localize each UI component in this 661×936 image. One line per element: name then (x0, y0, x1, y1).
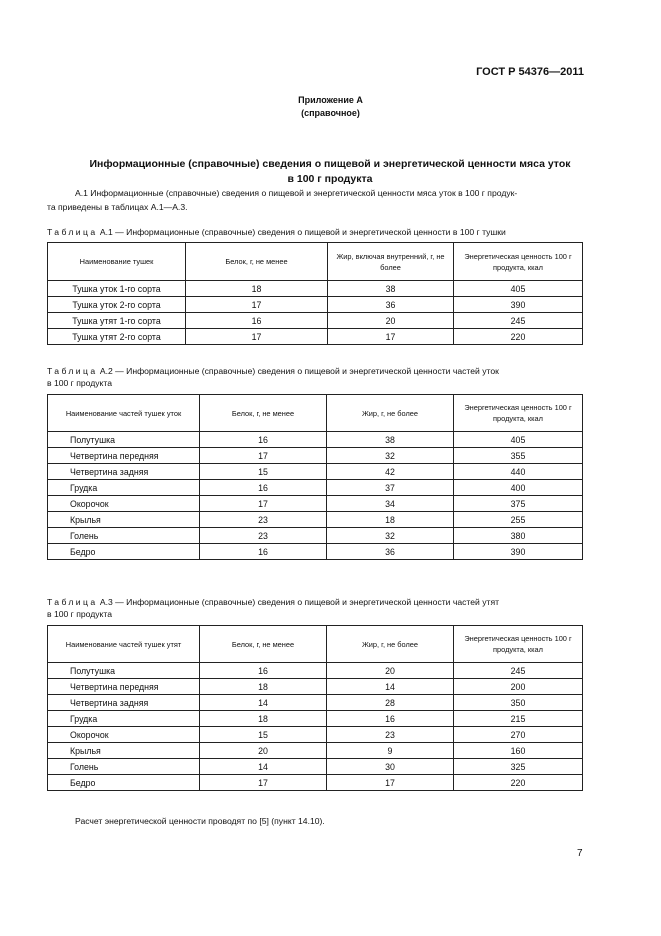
table-row (48, 759, 583, 775)
table2-cell-energy: 400 (454, 480, 583, 496)
table3-cell-protein: 15 (200, 727, 327, 743)
appendix-title: Приложение А (298, 95, 363, 105)
table2-cell-name: Окорочок (48, 496, 200, 512)
intro-line2: та приведены в таблицах А.1—А.3. (47, 202, 188, 212)
table2-header-protein: Белок, г, не менее (200, 395, 327, 432)
table3-header-energy: Энергетическая ценность 100 г продукта, ккал (454, 626, 583, 663)
table3-cell-fat: 23 (327, 727, 454, 743)
table1-cell-name: Тушка уток 1-го сорта (48, 281, 186, 297)
table2-cell-fat: 32 (327, 528, 454, 544)
table3-cell-energy: 245 (454, 663, 583, 679)
table-row (48, 313, 583, 329)
table3-cell-name: Грудка (48, 711, 200, 727)
table1-header-name: Наименование тушек (48, 243, 186, 281)
table3-cell-protein: 18 (200, 679, 327, 695)
table1-cell-energy: 245 (454, 313, 583, 329)
table-row (48, 679, 583, 695)
table3-caption-text: А.3 — Информационные (справочные) сведения о пищевой и энергетической ценности частей утят (99, 597, 500, 607)
table3-cell-fat: 9 (327, 743, 454, 759)
table1-cell-protein: 16 (186, 313, 328, 329)
table1-header-row (48, 243, 583, 281)
table3-cell-energy: 325 (454, 759, 583, 775)
appendix-subtitle: (справочное) (301, 108, 360, 118)
table2 (47, 394, 583, 560)
main-title-line2: в 100 г продукта (287, 173, 373, 185)
table1-cell-fat: 38 (328, 281, 454, 297)
table1-cell-protein: 17 (186, 329, 328, 345)
table3 (47, 625, 583, 791)
table-row (48, 432, 583, 448)
table2-cell-name: Голень (48, 528, 200, 544)
table1-cell-energy: 405 (454, 281, 583, 297)
table-row (48, 512, 583, 528)
table3-cell-fat: 28 (327, 695, 454, 711)
table1-caption-label: Таблица (47, 227, 98, 237)
table1-cell-protein: 18 (186, 281, 328, 297)
table2-cell-fat: 38 (327, 432, 454, 448)
table3-cell-protein: 14 (200, 759, 327, 775)
table2-cell-fat: 37 (327, 480, 454, 496)
table2-caption-text: А.2 — Информационные (справочные) сведения о пищевой и энергетической ценности частей уток (99, 366, 499, 376)
table3-cell-name: Крылья (48, 743, 200, 759)
table3-header-protein: Белок, г, не менее (200, 626, 327, 663)
table-row (48, 448, 583, 464)
table-row (48, 663, 583, 679)
table3-cell-energy: 220 (454, 775, 583, 791)
table2-cell-fat: 36 (327, 544, 454, 560)
table2-header-name: Наименование частей тушек уток (48, 395, 200, 432)
main-title-line1: Информационные (справочные) сведения о пищевой и энергетической ценности мяса уток (89, 158, 571, 170)
table2-cell-name: Четвертина задняя (48, 464, 200, 480)
table2-cell-fat: 18 (327, 512, 454, 528)
table3-header-fat: Жир, г, не более (327, 626, 454, 663)
table3-cell-protein: 18 (200, 711, 327, 727)
table1-cell-name: Тушка уток 2-го сорта (48, 297, 186, 313)
table-row (48, 711, 583, 727)
table-row (48, 528, 583, 544)
table2-caption-label: Таблица (47, 366, 98, 376)
table3-cell-fat: 14 (327, 679, 454, 695)
table3-cell-energy: 270 (454, 727, 583, 743)
table3-cell-protein: 17 (200, 775, 327, 791)
table2-cell-energy: 375 (454, 496, 583, 512)
table2-cell-protein: 17 (200, 448, 327, 464)
table2-header-energy: Энергетическая ценность 100 г продукта, ккал (454, 395, 583, 432)
table3-cell-fat: 17 (327, 775, 454, 791)
table3-cell-fat: 16 (327, 711, 454, 727)
table2-cell-energy: 405 (454, 432, 583, 448)
table1-caption-text: А.1 — Информационные (справочные) сведения о пищевой и энергетической ценности в 100 г тушки (99, 227, 506, 237)
table2-cell-fat: 32 (327, 448, 454, 464)
table2-cell-name: Крылья (48, 512, 200, 528)
table-row (48, 775, 583, 791)
table2-cell-fat: 34 (327, 496, 454, 512)
table3-cell-name: Четвертина передняя (48, 679, 200, 695)
table-row (48, 544, 583, 560)
table3-cell-fat: 30 (327, 759, 454, 775)
table-row (48, 329, 583, 345)
table2-cell-energy: 355 (454, 448, 583, 464)
table3-cell-energy: 215 (454, 711, 583, 727)
table-row (48, 297, 583, 313)
table2-cell-energy: 255 (454, 512, 583, 528)
table-row (48, 743, 583, 759)
table3-cell-protein: 16 (200, 663, 327, 679)
table2-cell-name: Полутушка (48, 432, 200, 448)
table2-cell-name: Грудка (48, 480, 200, 496)
table3-caption (47, 596, 499, 609)
table3-cell-energy: 160 (454, 743, 583, 759)
table2-cell-energy: 440 (454, 464, 583, 480)
table3-cell-energy: 350 (454, 695, 583, 711)
table3-cell-protein: 20 (200, 743, 327, 759)
table2-cell-name: Четвертина передняя (48, 448, 200, 464)
table2-cell-protein: 16 (200, 432, 327, 448)
table3-header-row (48, 626, 583, 663)
table2-cell-protein: 17 (200, 496, 327, 512)
table2-cell-energy: 390 (454, 544, 583, 560)
table2-cell-protein: 23 (200, 528, 327, 544)
table2-caption (47, 365, 499, 378)
table-row (48, 281, 583, 297)
table3-cell-name: Бедро (48, 775, 200, 791)
table1-cell-fat: 17 (328, 329, 454, 345)
table-row (48, 464, 583, 480)
table1-cell-energy: 220 (454, 329, 583, 345)
intro-line1: А.1 Информационные (справочные) сведения о пищевой и энергетической ценности мяса уток в 100 г продук- (75, 188, 518, 198)
table1-cell-energy: 390 (454, 297, 583, 313)
table2-cell-fat: 42 (327, 464, 454, 480)
document-id: ГОСТ Р 54376—2011 (476, 66, 584, 78)
table2-cell-protein: 23 (200, 512, 327, 528)
table-row (48, 480, 583, 496)
table2-cell-protein: 16 (200, 544, 327, 560)
page-number: 7 (577, 848, 583, 859)
table3-cell-fat: 20 (327, 663, 454, 679)
footnote: Расчет энергетической ценности проводят по [5] (пункт 14.10). (75, 816, 325, 826)
table3-cell-name: Полутушка (48, 663, 200, 679)
table2-cell-protein: 16 (200, 480, 327, 496)
table2-header-fat: Жир, г, не более (327, 395, 454, 432)
table3-cell-name: Голень (48, 759, 200, 775)
table1-header-protein: Белок, г, не менее (186, 243, 328, 281)
table1-caption (47, 226, 506, 239)
table1-header-energy: Энергетическая ценность 100 г продукта, ккал (454, 243, 583, 281)
table2-cell-energy: 380 (454, 528, 583, 544)
table1-cell-name: Тушка утят 2-го сорта (48, 329, 186, 345)
table1-cell-fat: 20 (328, 313, 454, 329)
table2-caption-line2: в 100 г продукта (47, 378, 113, 388)
table2-cell-name: Бедро (48, 544, 200, 560)
table2-header-row (48, 395, 583, 432)
table-row (48, 727, 583, 743)
table1 (47, 242, 583, 345)
table3-cell-protein: 14 (200, 695, 327, 711)
table2-cell-protein: 15 (200, 464, 327, 480)
table3-caption-line2: в 100 г продукта (47, 609, 113, 619)
table1-cell-protein: 17 (186, 297, 328, 313)
table1-cell-name: Тушка утят 1-го сорта (48, 313, 186, 329)
table-row (48, 695, 583, 711)
table3-caption-label: Таблица (47, 597, 98, 607)
table3-cell-energy: 200 (454, 679, 583, 695)
table3-cell-name: Окорочок (48, 727, 200, 743)
table1-cell-fat: 36 (328, 297, 454, 313)
table3-header-name: Наименование частей тушек утят (48, 626, 200, 663)
table1-header-fat: Жир, включая внутренний, г, не более (328, 243, 454, 281)
table3-cell-name: Четвертина задняя (48, 695, 200, 711)
table-row (48, 496, 583, 512)
